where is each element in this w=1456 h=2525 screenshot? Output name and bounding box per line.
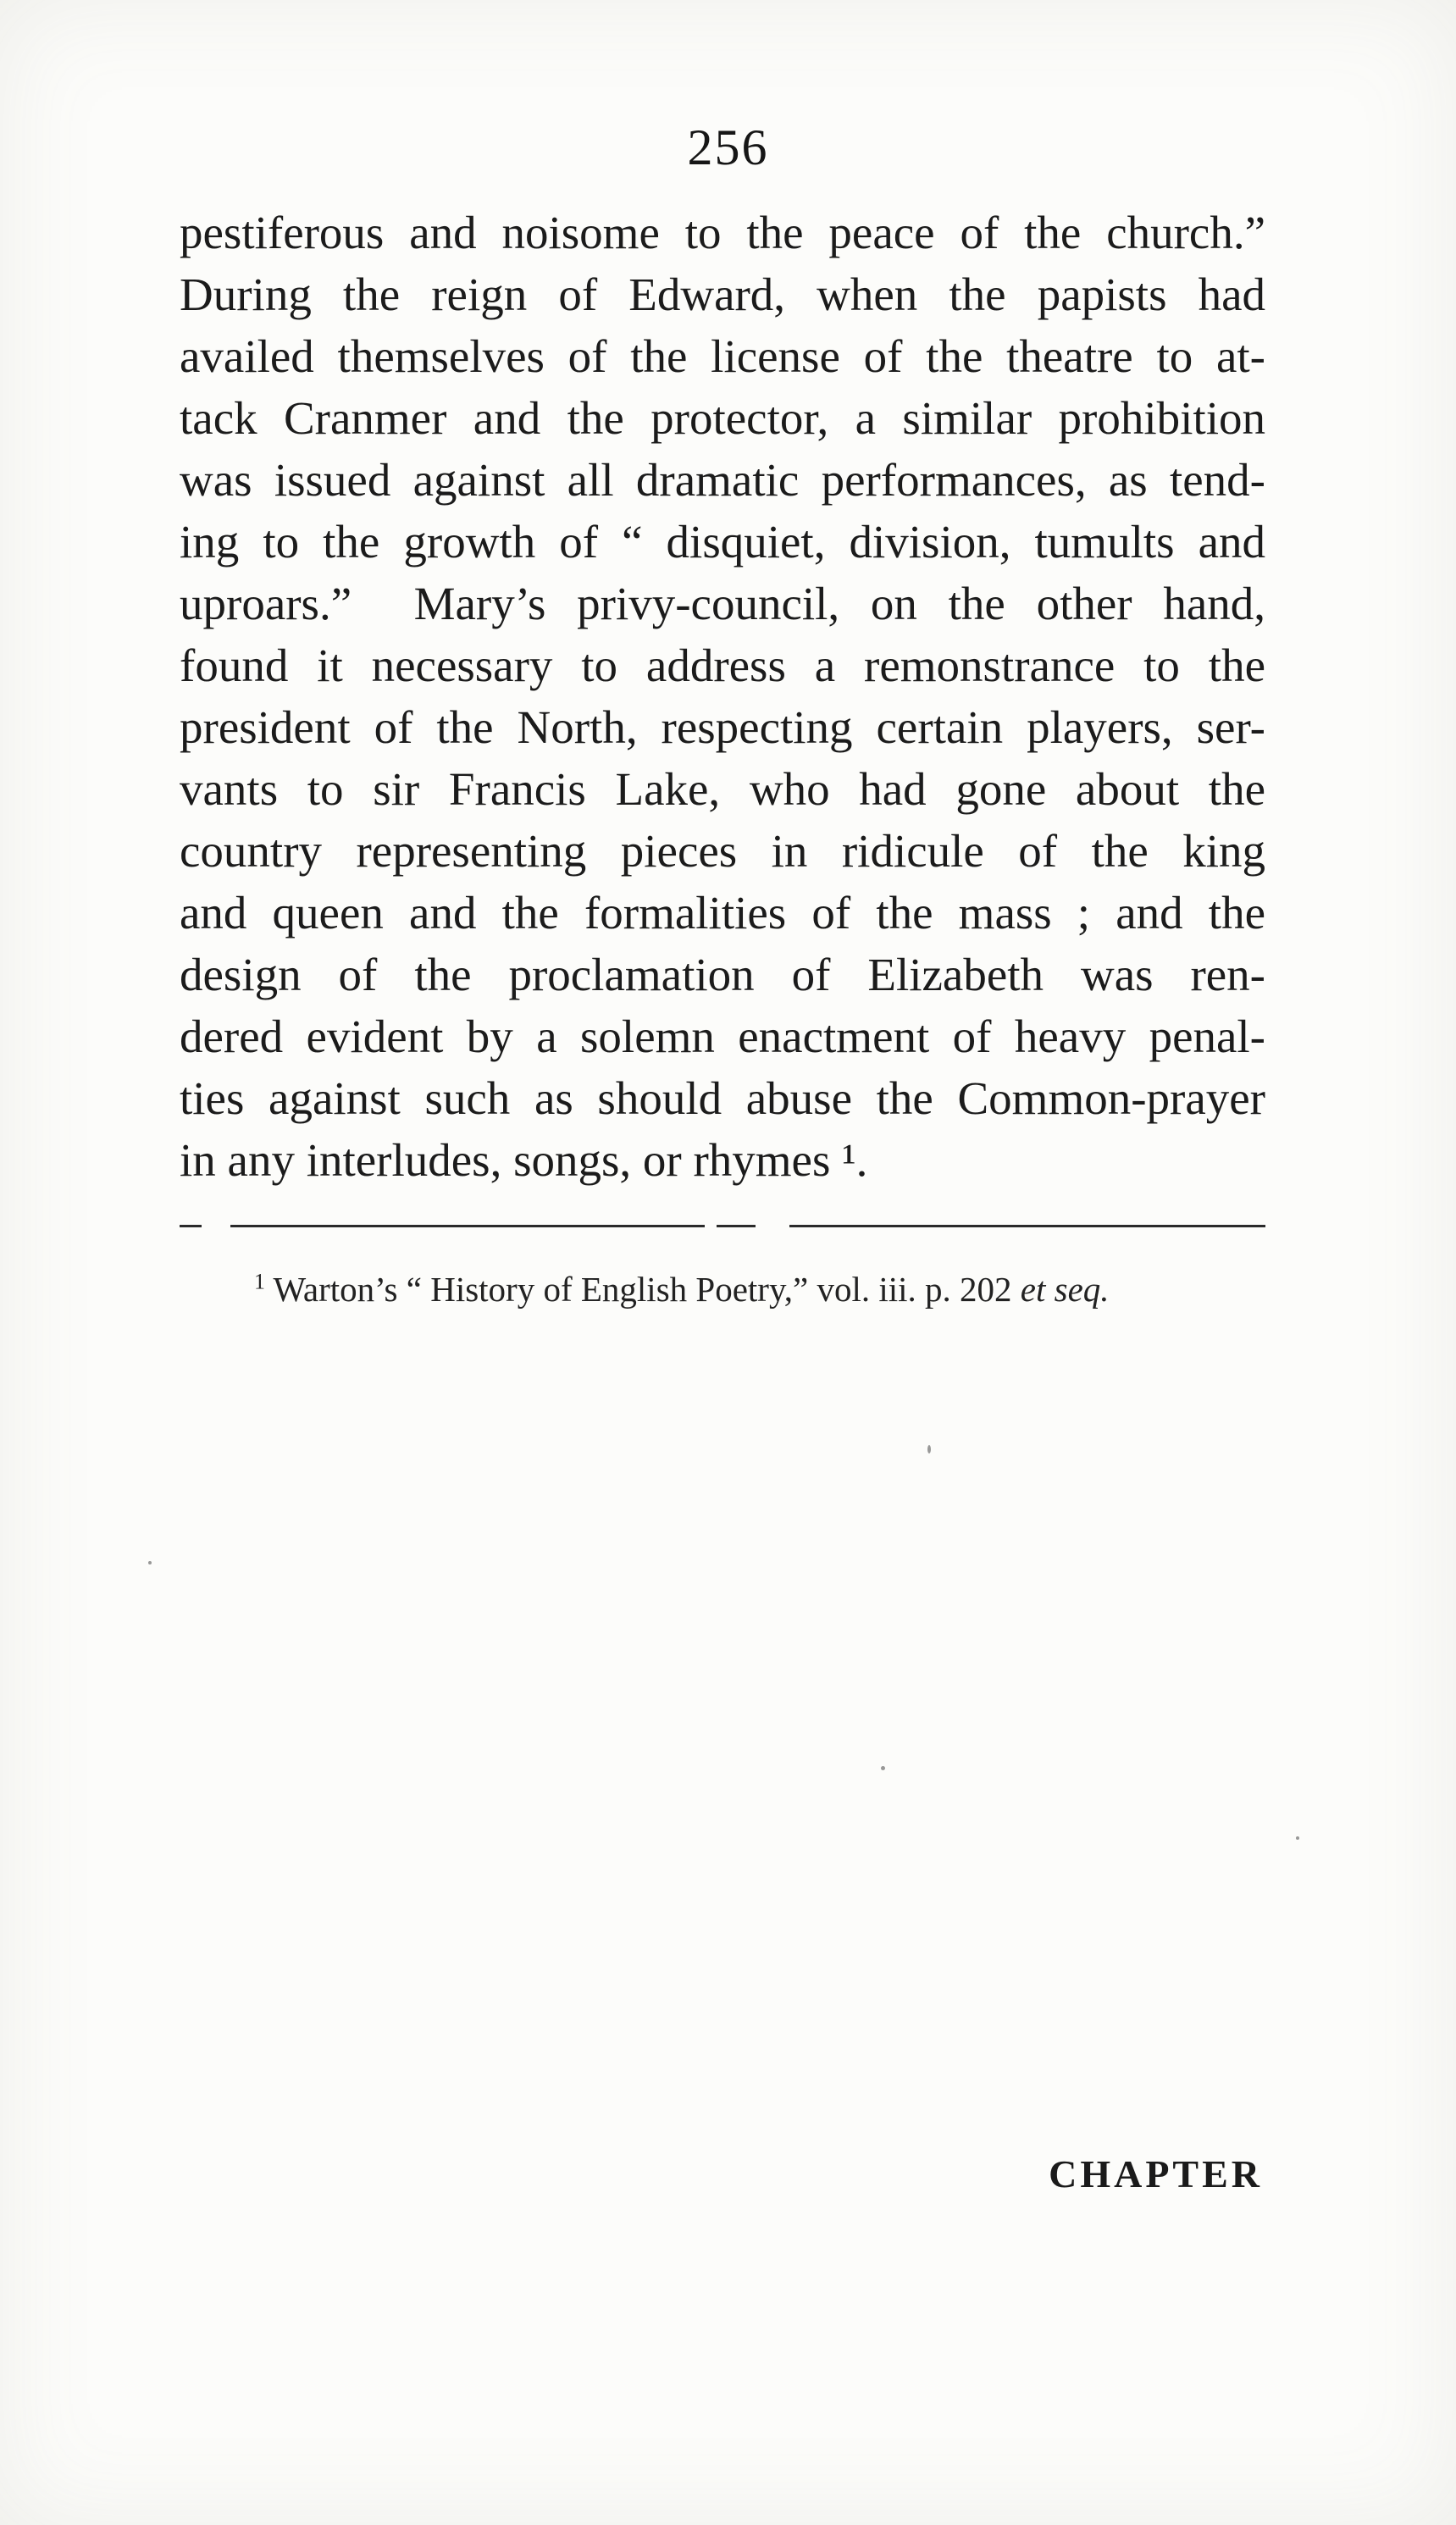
body-line: tack Cranmer and the protector, a similar prohibition	[180, 392, 1265, 444]
body-line: During the reign of Edward, when the papists had	[180, 269, 1265, 320]
body-line: uproars.” Mary’s privy-council, on the other hand,	[180, 578, 1265, 629]
page-number: 256	[687, 119, 769, 175]
footnote	[180, 1265, 1265, 1313]
scan-speck	[881, 1766, 885, 1770]
footnote-marker: 1	[254, 1269, 265, 1294]
separator-line-right	[789, 1225, 1265, 1227]
footnote-text: Warton’s “ History of English Poetry,” vol. iii. p. 202	[265, 1270, 1021, 1309]
separator-mid-dash	[717, 1225, 756, 1227]
separator-dash	[180, 1225, 202, 1227]
body-line: availed themselves of the license of the theatre to at-	[180, 330, 1265, 382]
body-line: was issued against all dramatic performances, as tend-	[180, 454, 1265, 506]
footnote-separator	[180, 1223, 1265, 1228]
body-line: design of the proclamation of Elizabeth was ren-	[180, 949, 1265, 1000]
body-line: found it necessary to address a remonstrance to the	[180, 640, 1265, 691]
body-line: dered evident by a solemn enactment of heavy penal-	[180, 1011, 1265, 1062]
body-line: and queen and the formalities of the mass ; and the	[180, 887, 1265, 939]
body-line: pestiferous and noisome to the peace of the church.”	[180, 207, 1265, 258]
body-line: vants to sir Francis Lake, who had gone about the	[180, 763, 1265, 815]
scan-speck	[1296, 1836, 1299, 1840]
body-line: ing to the growth of “ disquiet, division, tumults and	[180, 516, 1265, 568]
body-line: country representing pieces in ridicule of the king	[180, 825, 1265, 877]
body-line: president of the North, respecting certain players, ser-	[180, 701, 1265, 753]
body-line: ties against such as should abuse the Common-prayer	[180, 1072, 1265, 1124]
scan-speck	[148, 1561, 152, 1564]
body-text-block	[180, 202, 1265, 1313]
body-line: in any interludes, songs, or rhymes ¹.	[180, 1134, 868, 1186]
catchword: CHAPTER	[1049, 2152, 1263, 2196]
scan-speck	[927, 1445, 931, 1454]
separator-line-left	[230, 1225, 705, 1227]
footnote-italic-text: et seq.	[1020, 1270, 1110, 1309]
